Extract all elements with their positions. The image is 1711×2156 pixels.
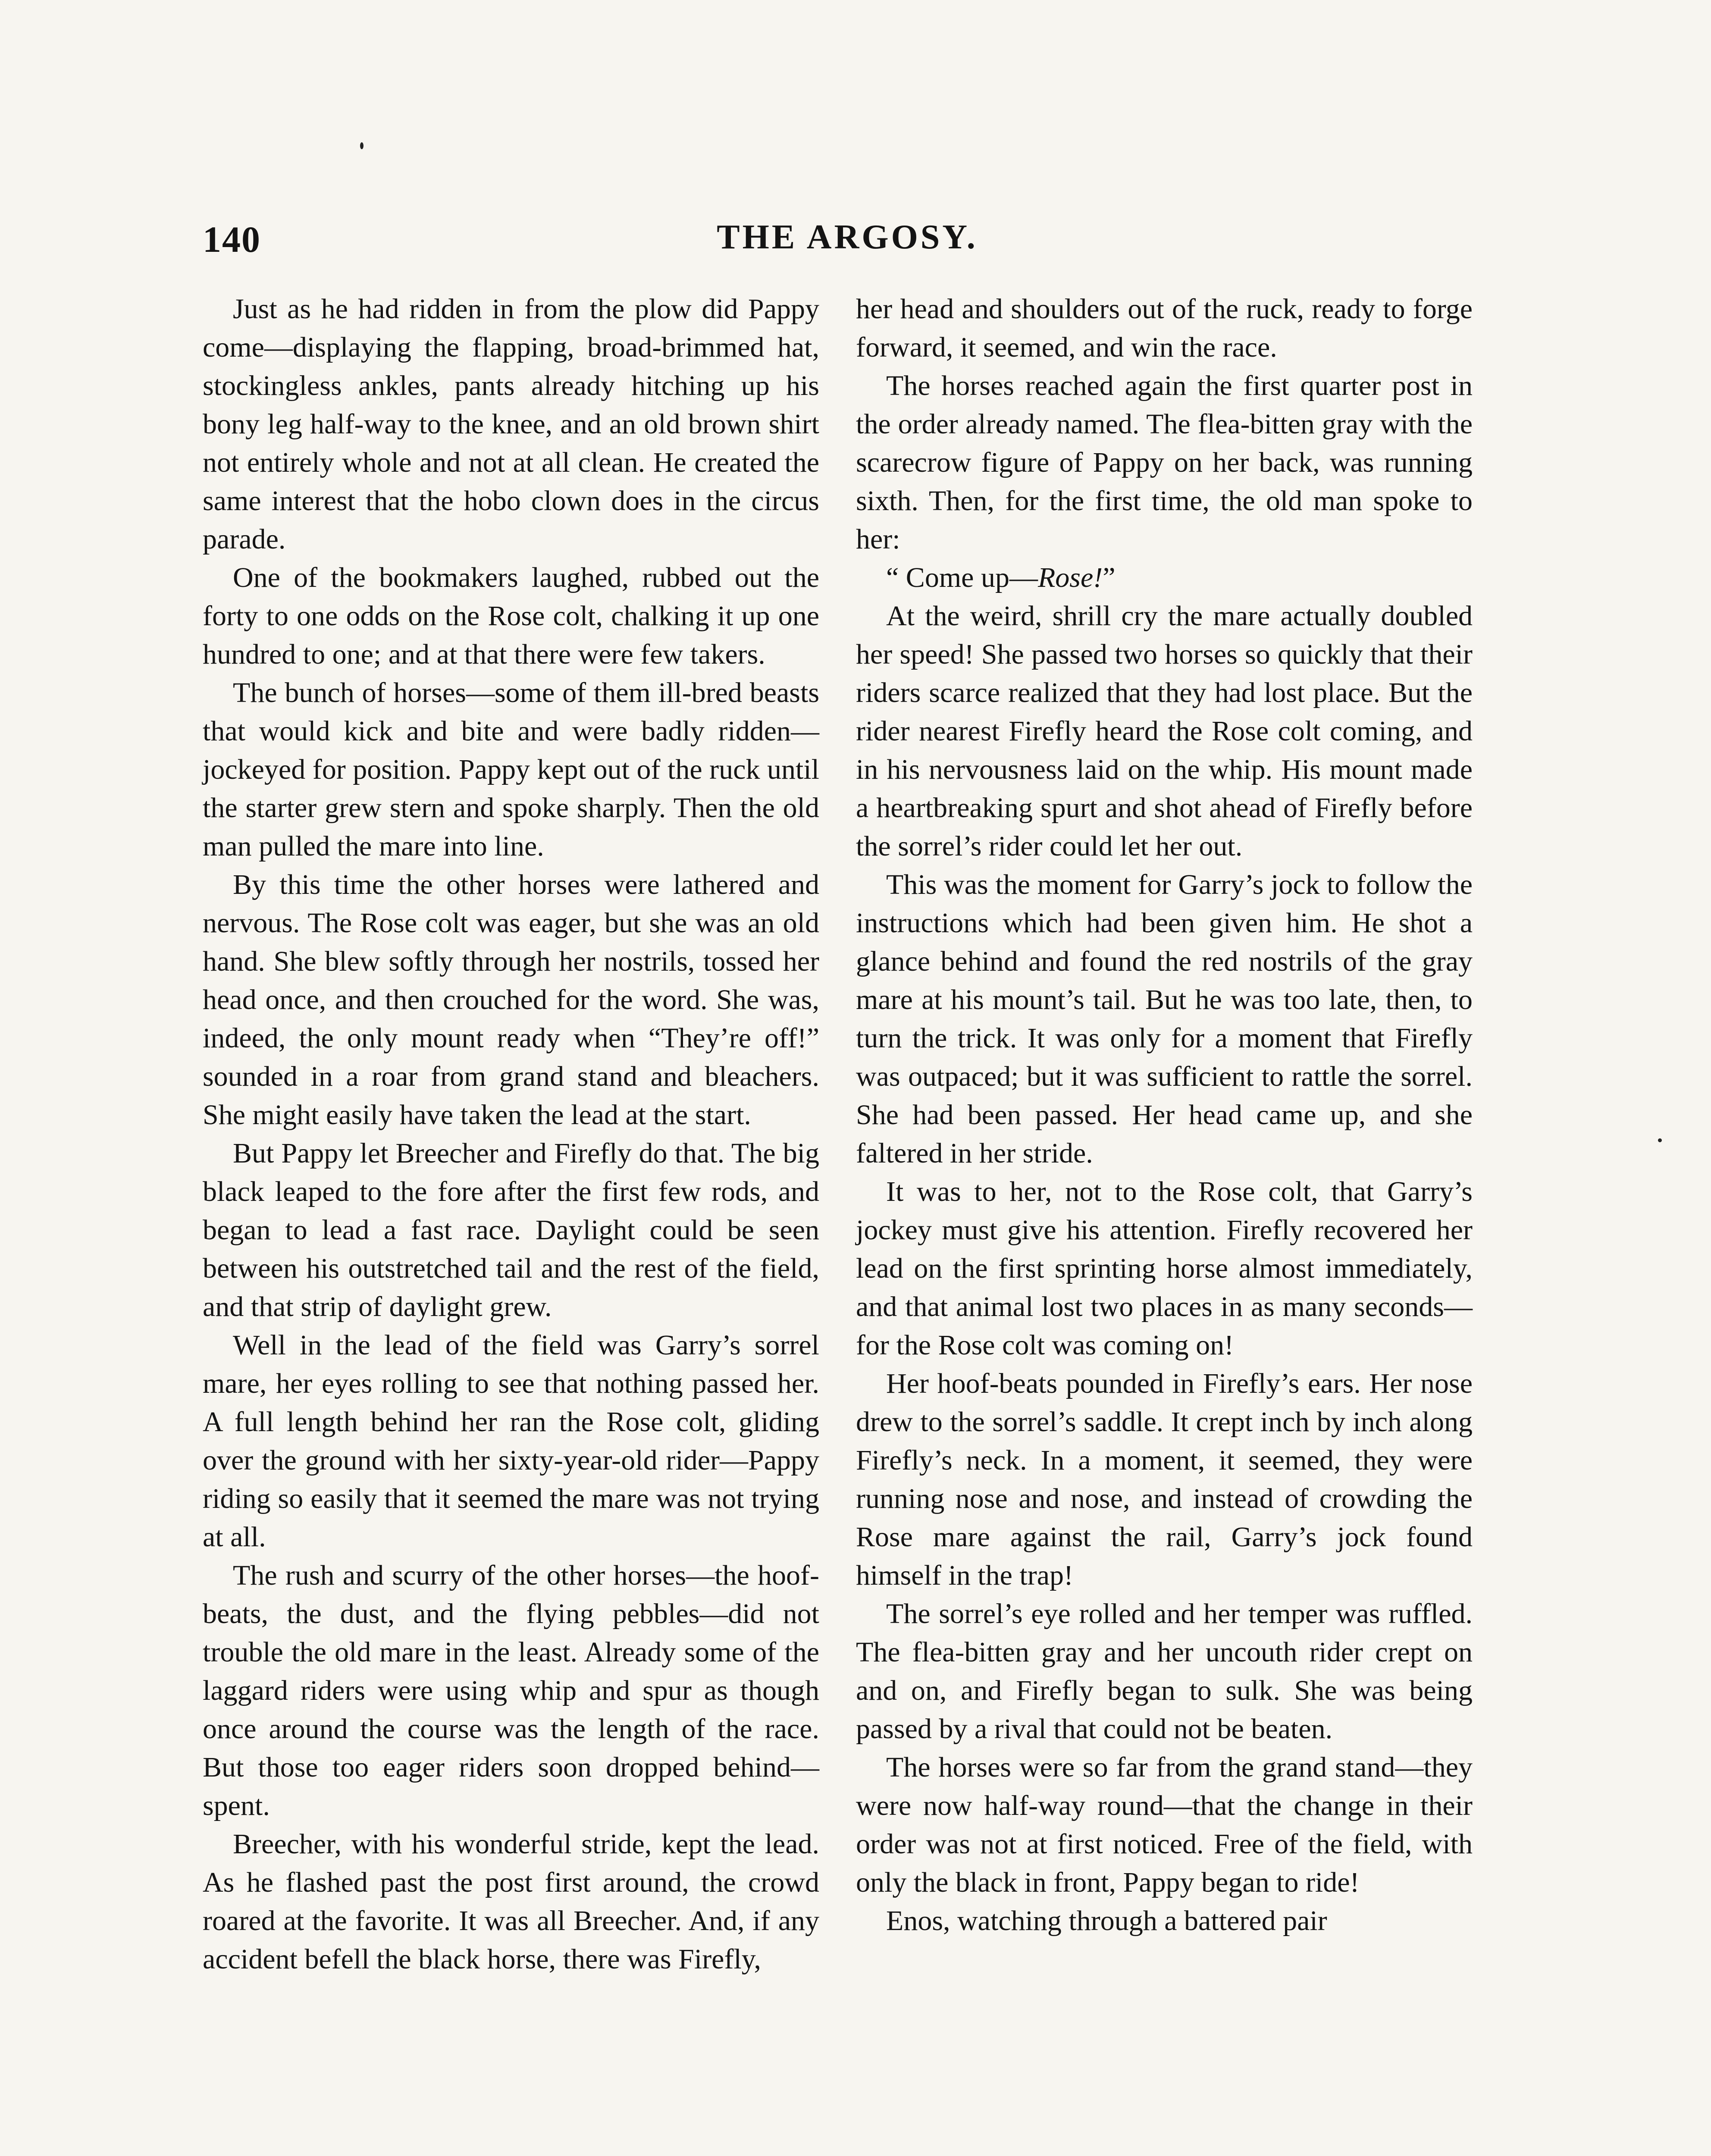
paragraph: But Pappy let Breecher and Firefly do that. The big black leaped to the fore after the first few rods, and began to lead a fast race. Daylight could be seen between his outstretched tail and the rest of the field, and that strip of daylight grew. <box>203 1138 819 1322</box>
paragraph: It was to her, not to the Rose colt, that Garry’s jockey must give his attention. Firefly recovered her lead on the first sprinting horse almost immediately, and that animal lost two places in as many seconds—for the Rose colt was coming on! <box>856 1176 1473 1361</box>
page-number: 140 <box>203 219 261 260</box>
paragraph: The horses reached again the first quarter post in the order already named. The flea-bitten gray with the scarecrow figure of Pappy on her back, was running sixth. Then, for the first time, the old man spoke to her: <box>856 370 1473 555</box>
left-column <box>203 290 819 1978</box>
paragraph: This was the moment for Garry’s jock to follow the instructions which had been given him. He shot a glance behind and found the red nostrils of the gray mare at his mount’s tail. But he was too late, then, to turn the trick. It was only for a moment that Firefly was outpaced; but it was sufficient to rattle the sorrel. She had been passed. Her head came up, and she faltered in her stride. <box>856 869 1473 1169</box>
dialogue-prefix: “ Come up— <box>886 562 1038 593</box>
dialogue-suffix: ” <box>1103 562 1116 593</box>
paragraph: The sorrel’s eye rolled and her temper was ruffled. The flea-bitten gray and her uncouth rider crept on and on, and Firefly began to sulk. She was being passed by a rival that could not be beaten. <box>856 1598 1473 1745</box>
page-header <box>203 218 1492 274</box>
paragraph: The bunch of horses—some of them ill-bred beasts that would kick and bite and were badly ridden—jockeyed for position. Pappy kept out of the ruck until the starter grew stern and spoke sharply. Then the old man pulled the mare into line. <box>203 677 819 862</box>
scan-speck <box>1658 1138 1662 1142</box>
paragraph: The horses were so far from the grand stand—they were now half-way round—that the change in their order was not at first noticed. Free of the field, with only the black in front, Pappy began to ride! <box>856 1752 1473 1898</box>
paragraph: Well in the lead of the field was Garry’s sorrel mare, her eyes rolling to see that nothing passed her. A full length behind her ran the Rose colt, gliding over the ground with her sixty-year-old rider—Pappy riding so easily that it seemed the mare was not trying at all. <box>203 1329 819 1553</box>
dialogue-line <box>856 558 1473 597</box>
dialogue-emphasis: Rose! <box>1037 562 1103 593</box>
paragraph: Breecher, with his wonderful stride, kept the lead. As he flashed past the post first around, the crowd roared at the favorite. It was all Breecher. And, if any accident befell the black horse, there was Firefly, <box>203 1828 819 1975</box>
running-title: THE ARGOSY. <box>717 218 978 256</box>
paragraph: The rush and scurry of the other horses—the hoof-beats, the dust, and the flying pebbles—did not trouble the old mare in the least. Already some of the laggard riders were using whip and spur as though once around the course was the length of the race. But those too eager riders soon dropped behind—spent. <box>203 1560 819 1821</box>
scan-speck <box>360 142 364 149</box>
paragraph: Enos, watching through a battered pair <box>886 1905 1327 1937</box>
paragraph: At the weird, shrill cry the mare actually doubled her speed! She passed two horses so quickly that their riders scarce realized that they had lost place. But the rider nearest Firefly heard the Rose colt coming, and in his nervousness laid on the whip. His mount made a heartbreaking spurt and shot ahead of Firefly before the sorrel’s rider could let her out. <box>856 600 1473 862</box>
right-column <box>856 290 1473 1940</box>
paragraph: Her hoof-beats pounded in Firefly’s ears. Her nose drew to the sorrel’s saddle. It crept inch by inch along Firefly’s neck. In a moment, it seemed, they were running nose and nose, and instead of crowding the Rose mare against the rail, Garry’s jock found himself in the trap! <box>856 1368 1473 1591</box>
paragraph: One of the bookmakers laughed, rubbed out the forty to one odds on the Rose colt, chalking it up one hundred to one; and at that there were few takers. <box>203 562 819 670</box>
paragraph: Just as he had ridden in from the plow did Pappy come—displaying the flapping, broad-brimmed hat, stockingless ankles, pants already hitching up his bony leg half-way to the knee, and an old brown shirt not entirely whole and not at all clean. He created the same interest that the hobo clown does in the circus parade. <box>203 293 819 555</box>
paragraph: her head and shoulders out of the ruck, ready to forge forward, it seemed, and win the race. <box>856 293 1473 363</box>
paragraph: By this time the other horses were lathered and nervous. The Rose colt was eager, but she was an old hand. She blew softly through her nostrils, tossed her head once, and then crouched for the word. She was, indeed, the only mount ready when “They’re off!” sounded in a roar from grand stand and bleachers. She might easily have taken the lead at the start. <box>203 869 819 1131</box>
